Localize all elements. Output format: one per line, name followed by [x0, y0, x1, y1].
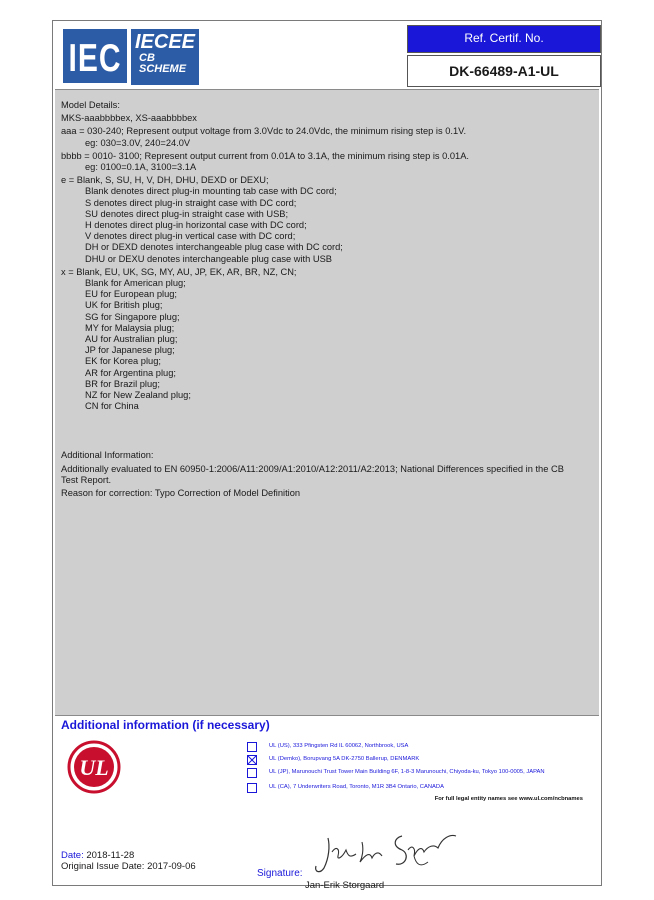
model-details-label: Model Details:: [61, 100, 120, 110]
signer-name: Jan-Erik Storgaard: [305, 880, 385, 891]
list-item: Blank denotes direct plug-in mounting tab case with DC cord;: [85, 186, 337, 197]
cb-text: CB: [139, 52, 155, 64]
ref-certif-label: Ref. Certif. No.: [407, 25, 601, 53]
list-item: BR for Brazil plug;: [85, 378, 160, 389]
address-ca: UL (CA), 7 Underwriters Road, Toronto, M1R 3B4 Ontario, CANADA: [269, 784, 444, 790]
address-checkbox-demko[interactable]: [247, 755, 257, 765]
logo-area: [57, 25, 404, 87]
address-us: UL (US), 333 Pfingsten Rd IL 60062, Northbrook, USA: [269, 743, 409, 749]
aaa-example: eg: 030=3.0V, 240=24.0V: [85, 137, 191, 148]
list-item: DHU or DEXU denotes interchangeable plug case with USB: [85, 253, 333, 264]
list-item: NZ for New Zealand plug;: [85, 390, 191, 401]
ul-logo: [67, 740, 121, 794]
e-options-list: [61, 186, 599, 264]
list-item: MY for Malaysia plug;: [85, 322, 175, 333]
reason-for-correction: Reason for correction: Typo Correction of Model Definition: [61, 488, 301, 499]
certificate-body: [55, 89, 599, 716]
x-definition: x = Blank, EU, UK, SG, MY, AU, JP, EK, AR, BR, NZ, CN;: [61, 266, 297, 277]
legal-entity-note: For full legal entity names see www.ul.com/ncbnames: [434, 796, 583, 802]
address-jp: UL (JP), Marunouchi Trust Tower Main Building 6F, 1-8-3 Marunouchi, Chiyoda-ku, Tokyo 100-0005, JAPAN: [269, 769, 545, 775]
address-checkbox-jp[interactable]: [247, 768, 257, 778]
list-item: SU denotes direct plug-in straight case with USB;: [85, 208, 289, 219]
additional-information-text: Additionally evaluated to EN 60950-1:2006/A11:2009/A1:2010/A12:2011/A2:2013; National Differences specified in the CB Test Report.: [61, 463, 564, 485]
iec-logo: [63, 29, 127, 83]
signature-label: Signature:: [257, 868, 303, 879]
date-block: [61, 850, 196, 872]
bbbb-example: eg: 0100=0.1A, 3100=3.1A: [85, 162, 197, 173]
handwritten-signature: [310, 828, 460, 878]
list-item: UK for British plug;: [85, 300, 163, 311]
list-item: EK for Korea plug;: [85, 356, 161, 367]
bbbb-definition: bbbb = 0010- 3100; Represent output current from 0.01A to 3.1A, the minimum rising step is 0.01A.: [61, 150, 470, 161]
list-item: Blank for American plug;: [85, 278, 186, 289]
list-item: SG for Singapore plug;: [85, 311, 180, 322]
list-item: EU for European plug;: [85, 289, 177, 300]
certificate-page: [52, 20, 602, 891]
list-item: CN for China: [85, 401, 139, 412]
e-definition: e = Blank, S, SU, H, V, DH, DHU, DEXD or DEXU;: [61, 175, 269, 186]
scheme-text: SCHEME: [139, 63, 187, 75]
list-item: JP for Japanese plug;: [85, 345, 175, 356]
checked-x-icon: [247, 755, 257, 765]
certificate-header: [53, 21, 601, 88]
original-issue-date: Original Issue Date: 2017-09-06: [61, 861, 196, 872]
ref-certif-number: DK-66489-A1-UL: [407, 55, 601, 87]
date-label: Date:: [61, 850, 84, 861]
iecee-cb-scheme-logo: [131, 29, 199, 85]
address-checkbox-ca[interactable]: [247, 783, 257, 793]
x-options-list: [61, 278, 599, 412]
list-item: S denotes direct plug-in straight case with DC cord;: [85, 197, 297, 208]
list-item: AR for Argentina plug;: [85, 367, 176, 378]
list-item: DH or DEXD denotes interchangeable plug case with DC cord;: [85, 242, 343, 253]
list-item: V denotes direct plug-in vertical case with DC cord;: [85, 231, 296, 242]
additional-info-title: Additional information (if necessary): [61, 718, 270, 732]
model-names: MKS-aaabbbbex, XS-aaabbbbex: [61, 113, 197, 124]
address-checkbox-us[interactable]: [247, 742, 257, 752]
list-item: AU for Australian plug;: [85, 334, 178, 345]
aaa-definition: aaa = 030-240; Represent output voltage from 3.0Vdc to 24.0Vdc, the minimum rising step is 0.1V.: [61, 126, 467, 137]
additional-information-label: Additional Information:: [61, 450, 154, 461]
address-demko: UL (Demko), Borupvang 5A DK-2750 Ballerup, DENMARK: [269, 756, 420, 762]
footer-section: [55, 716, 599, 891]
date-value: 2018-11-28: [86, 850, 135, 861]
iecee-logo-text: IECEE: [135, 31, 196, 53]
iec-logo-text: IEC: [68, 37, 122, 80]
list-item: H denotes direct plug-in horizontal case with DC cord;: [85, 220, 307, 231]
cb-scheme-logo-text: [139, 53, 186, 75]
ul-logo-text: UL: [79, 755, 109, 780]
